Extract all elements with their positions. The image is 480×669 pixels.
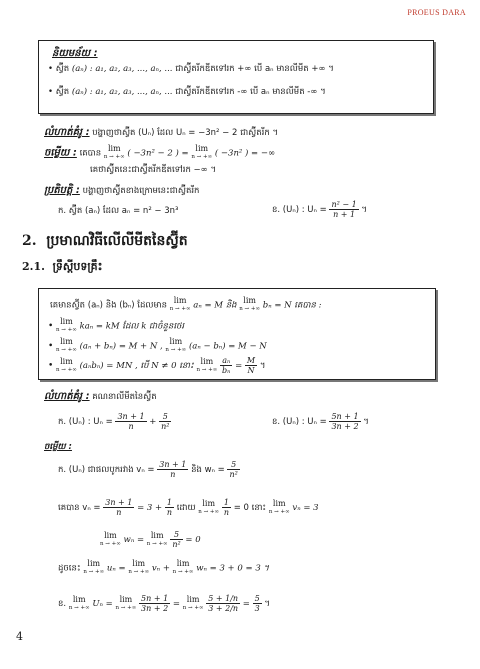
section-2-1-heading: 2.1. ទ្រឹស្ដីបទគ្រឹះ (22, 260, 103, 273)
theorem-bullet-2: • lim n → +∞ (aₙ + bₙ) = M + N , lim n → +∞ (aₙ − bₙ) = M − N (48, 337, 267, 353)
lim-operator: lim n → +∞ (103, 144, 125, 160)
page-number: 4 (16, 630, 23, 643)
example1-conclusion: គេថាស្វ៊ីតនេះជាស្វ៊ីតរីកឌីតទៅរក −∞ ។ (90, 165, 217, 175)
example1-solution: ចម្លើយ : គេបាន lim n → +∞ ( −3n² − 2 ) = lim n → +∞ ( −3n² ) = −∞ (44, 144, 276, 160)
example1-statement: លំហាត់គំរូ : បង្ហាញថាស្វ៊ីត (Uₙ) ដែល Uₙ = −3n² − 2 ជាស្វ៊ីតរីក ។ (44, 127, 279, 138)
solution-step-1: ក. (Uₙ) ជាផលបូករវាង vₙ = $\frac{3n + 1}{n}$ និង wₙ = $\frac{5}{\text{n²}}$ (58, 460, 238, 479)
exercise1-statement: ប្រតិបត្តិ : បង្ហាញថាស្វ៊ីតខាងក្រោមនេះជាស្វ៊ីតរីក (44, 185, 200, 196)
definition-title: និយមន័យ : (52, 48, 98, 59)
theorem-bullet-3: • lim n → +∞ (aₙbₙ) = MN , បើ N ≠ 0 នោះ lim n → +∞ $\frac{\text{aₙ}}{\text{bₙ}}$ = $\frac{M}{N}$ ។ (48, 356, 266, 375)
solution-step-4: ដូចនេះ lim n → +∞ uₙ = lim n → +∞ vₙ + lim n → +∞ wₙ = 3 + 0 = 3 ។ (58, 559, 270, 575)
exercise1-b: ខ. (Uₙ) : Uₙ = $\frac{\text{n² − 1}}{n + 1}$ ។ (272, 200, 368, 219)
solution-step-5: ខ. lim n → +∞ Uₙ = lim n → +∞ $\frac{5n + 1}{3n + 2}$ = lim n → +∞ $\frac{5 + 1/n}{3 + 2/n}$ = $\frac{5}{3}$ ។ (58, 594, 271, 613)
exercise1-a: ក. ស្វ៊ីត (aₙ) ដែល aₙ = n² − 3n³ (58, 206, 179, 216)
example2-statement: លំហាត់គំរូ : គណនាលីមីតនៃស្វ៊ីត (44, 391, 157, 402)
theorem-bullet-1: • lim n → +∞ kaₙ = kM ដែល k ជាចំនួនថេរ (48, 317, 185, 333)
lim-operator: lim n → +∞ (191, 144, 213, 160)
section-2-heading: 2. ប្រមាណវិធីលើលីមីតនៃស្វ៊ីត (22, 233, 188, 249)
example2-b: ខ. (Uₙ) : Uₙ = $\frac{5n + 1}{3n + 2}$ ។ (272, 412, 369, 431)
theorem-intro: គេមានស្វ៊ីត (aₙ) និង (bₙ) ដែលមាន lim n → +∞ aₙ = M និង lim n → +∞ bₙ = N គេបាន : (50, 296, 322, 312)
solution-step-3: lim n → +∞ wₙ = lim n → +∞ $\frac{5}{\text{n²}}$ = 0 (100, 530, 201, 549)
definition-line-2: • ស្វ៊ីត (aₙ) : a₁, a₂, a₃, ..., aₙ, ... ជាស្វ៊ីតរីកឌីតទៅរក -∞ បើ aₙ មានលីមីត -∞ ។ (48, 87, 326, 97)
definition-line-1: • ស្វ៊ីត (aₙ) : a₁, a₂, a₃, ..., aₙ, ... ជាស្វ៊ីតរីកឌីតទៅរក +∞ បើ aₙ មានលីមីត +∞ ។ (48, 64, 334, 74)
example2-solution-label: ចម្លើយ : (44, 442, 72, 452)
solution-step-2: គេបាន vₙ = $\frac{3n + 1}{n}$ = 3 + $\frac{1}{n}$ ដោយ lim n → +∞ $\frac{1}{n}$ = 0 នោះ lim n → +∞ vₙ = 3 (58, 498, 319, 517)
watermark: PROEUS DARA (407, 8, 466, 17)
example2-a: ក. (Uₙ) : Uₙ = $\frac{3n + 1}{n}$ + $\frac{5}{\text{n²}}$ (58, 412, 170, 431)
